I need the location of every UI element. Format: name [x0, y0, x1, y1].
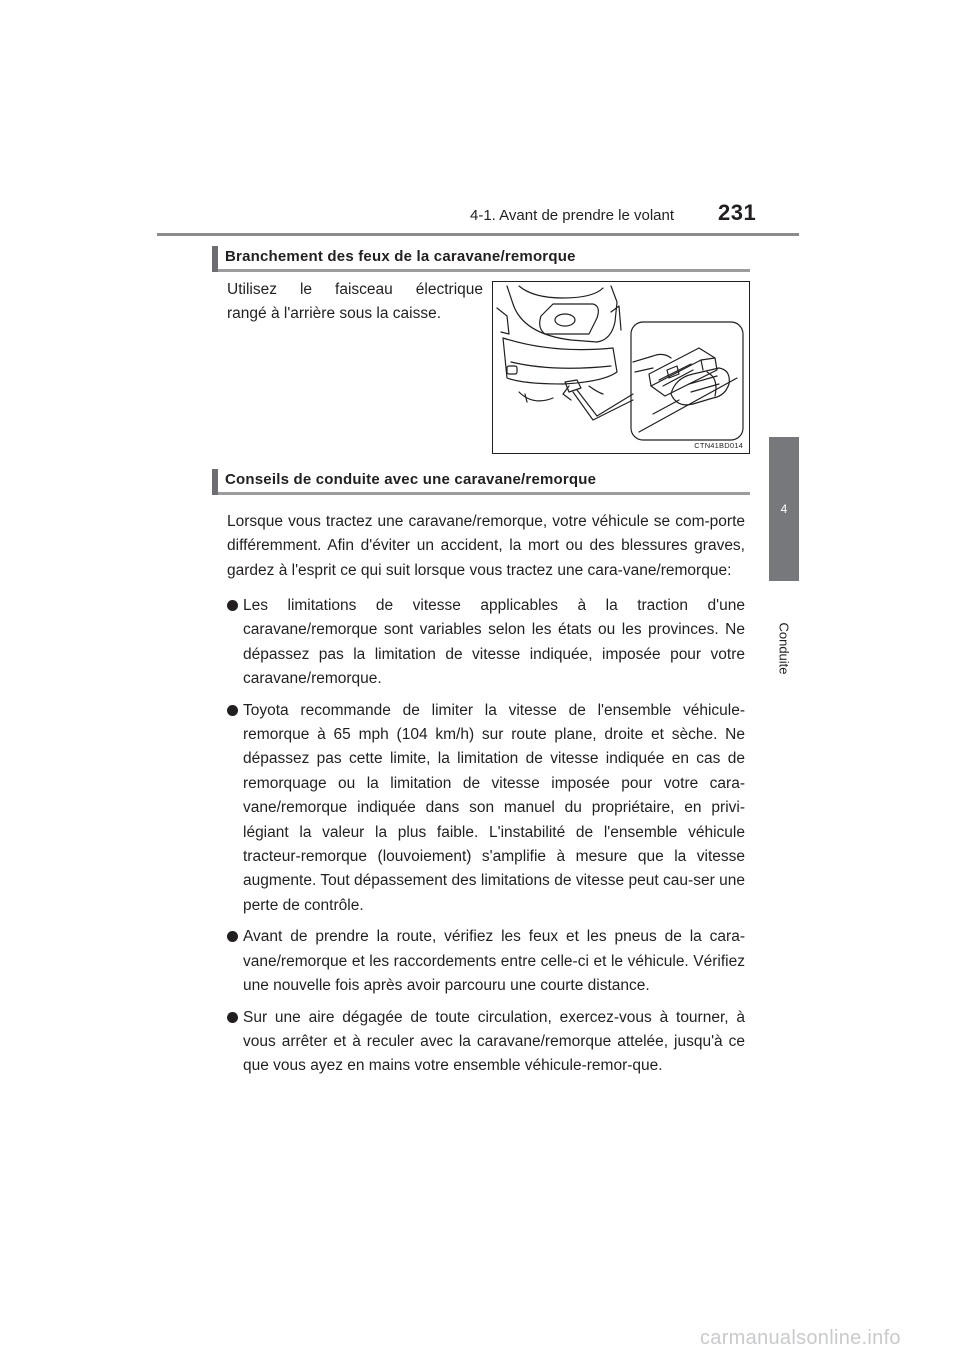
bullet-icon — [227, 1012, 238, 1023]
section-heading-trailer-lights: Branchement des feux de la caravane/remorque — [212, 246, 750, 272]
list-item — [227, 925, 745, 998]
list-item-text: Sur une aire dégagée de toute circulation, exercez-vous à tourner, à vous arrêter et à reculer avec la caravane/remorque attelée, jusqu'à ce que vous ayez en mains votre ensemble véhicule-remor-que. — [243, 1008, 745, 1075]
bullet-icon — [227, 600, 238, 611]
trailer-lights-text-line2: rangé à l'arrière sous la caisse. — [227, 305, 442, 322]
bullet-icon — [227, 705, 238, 716]
figure-code: CTN41BD014 — [694, 441, 743, 450]
trailer-lights-text — [227, 278, 483, 326]
chapter-label-text: Conduite — [776, 621, 792, 675]
chapter-tab — [769, 437, 799, 581]
page-number: 231 — [718, 200, 757, 225]
driving-tips-intro: Lorsque vous tractez une caravane/remorque, votre véhicule se com-porte différemment. Afin d'éviter un accident, la mort ou des blessures graves, gardez à l'esprit ce qui suit lorsque vous tractez une cara-vane/remorque: — [227, 513, 745, 579]
driving-tips-list — [227, 594, 745, 1086]
chapter-number: 4 — [780, 502, 788, 516]
list-item — [227, 1006, 745, 1079]
bullet-icon — [227, 931, 238, 942]
header-rule — [157, 233, 799, 236]
trailer-wiring-figure — [492, 281, 750, 454]
header-section-title: 4-1. Avant de prendre le volant — [470, 207, 675, 224]
list-item-text: Toyota recommande de limiter la vitesse de l'ensemble véhicule-remorque à 65 mph (104 km/h) sur route plane, droite et sèche. Ne dépassez pas cette limite, la limitation de vitesse indiquée en cas de remorquage ou la limitation de vitesse imposée pour votre cara-vane/remorque indiquée dans son manuel du propriétaire, en privi-légiant la valeur la plus faible. L'instabilité de l'ensemble véhicule tracteur-remorque (louvoiement) s'amplifie à mesure que la vitesse augmente. Tout dépassement des limitations de vitesse peut cau-ser une perte de contrôle. — [243, 701, 745, 914]
list-item — [227, 699, 745, 919]
list-item — [227, 594, 745, 692]
chapter-label — [770, 608, 798, 688]
watermark: carmanualsonline.info — [700, 1327, 901, 1349]
list-item-text: Les limitations de vitesse applicables à la traction d'une caravane/remorque sont variables selon les états ou les provinces. Ne dépassez pas la limitation de vitesse indiquée, imposée pour votre caravane/remorque. — [243, 597, 745, 688]
section-heading-driving-tips: Conseils de conduite avec une caravane/remorque — [212, 469, 750, 495]
vehicle-rear-wiring-illustration — [493, 282, 749, 453]
trailer-lights-text-line1: Utilisez le faisceau électrique — [227, 281, 483, 298]
list-item-text: Avant de prendre la route, vérifiez les feux et les pneus de la cara-vane/remorque et les raccordements entre celle-ci et le véhicule. Vérifiez une nouvelle fois après avoir parcouru une courte distance. — [243, 928, 745, 995]
